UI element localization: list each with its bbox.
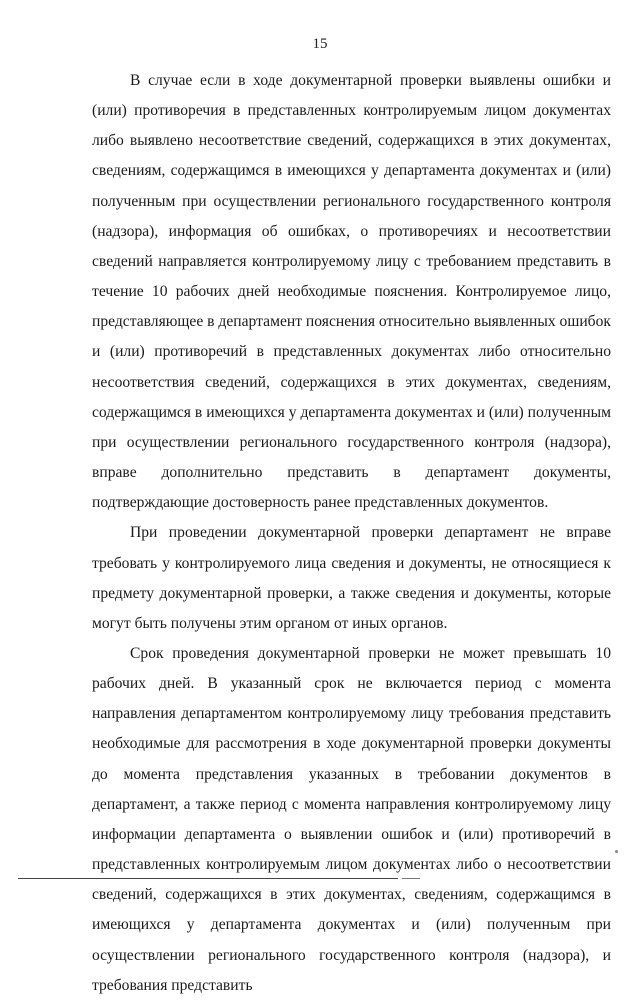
paragraph-prohibited-requests: При проведении документарной проверки департамент не вправе требовать у контролируемого лица сведения и документы, не относящиеся к предмету документарной проверки, а также сведения и документы, которые могут быть получены этим органом от иных органов. — [92, 524, 611, 632]
document-body — [92, 66, 611, 1001]
footer-divider — [18, 878, 398, 879]
scan-artifact — [615, 850, 618, 853]
page-number: 15 — [312, 36, 328, 52]
paragraph-documentary-check-errors: В случае если в ходе документарной проверки выявлены ошибки и (или) противоречия в представленных контролируемым лицом документах либо выявлено несоответствие сведений, содержащихся в этих документах, сведениям, содержащимся в имеющихся у департамента документах и (или) полученным при осуществлении регионального государственного контроля (надзора), информация об ошибках, о противоречиях и несоответствии сведений направляется контролируемому лицу с требованием представить в течение 10 рабочих дней необходимые пояснения. Контролируемое лицо, представляющее в департамент пояснения относительно выявленных ошибок и (или) противоречий в представленных документах либо относительно несоответствия сведений, содержащихся в этих документах, сведениям, содержащимся в имеющихся у департамента документах и (или) полученным при осуществлении регионального государственного контроля (надзора), вправе дополнительно представить в департамент документы, подтверждающие достоверность ранее представленных документов. — [92, 72, 611, 512]
footer-divider-fragment — [402, 878, 420, 879]
paragraph-check-duration: Срок проведения документарной проверки не может превышать 10 рабочих дней. В указанный срок не включается период с момента направления департаментом контролируемому лицу требования представить необходимые для рассмотрения в ходе документарной проверки документы до момента представления указанных в требовании документов в департамент, а также период с момента направления контролируемому лицу информации департамента о выявлении ошибок и (или) противоречий в представленных контролируемым лицом документах либо о несоответствии сведений, содержащихся в этих документах, сведениям, содержащимся в имеющихся у департамента документах и (или) полученным при осуществлении регионального государственного контроля (надзора), и требования представить — [92, 644, 611, 994]
